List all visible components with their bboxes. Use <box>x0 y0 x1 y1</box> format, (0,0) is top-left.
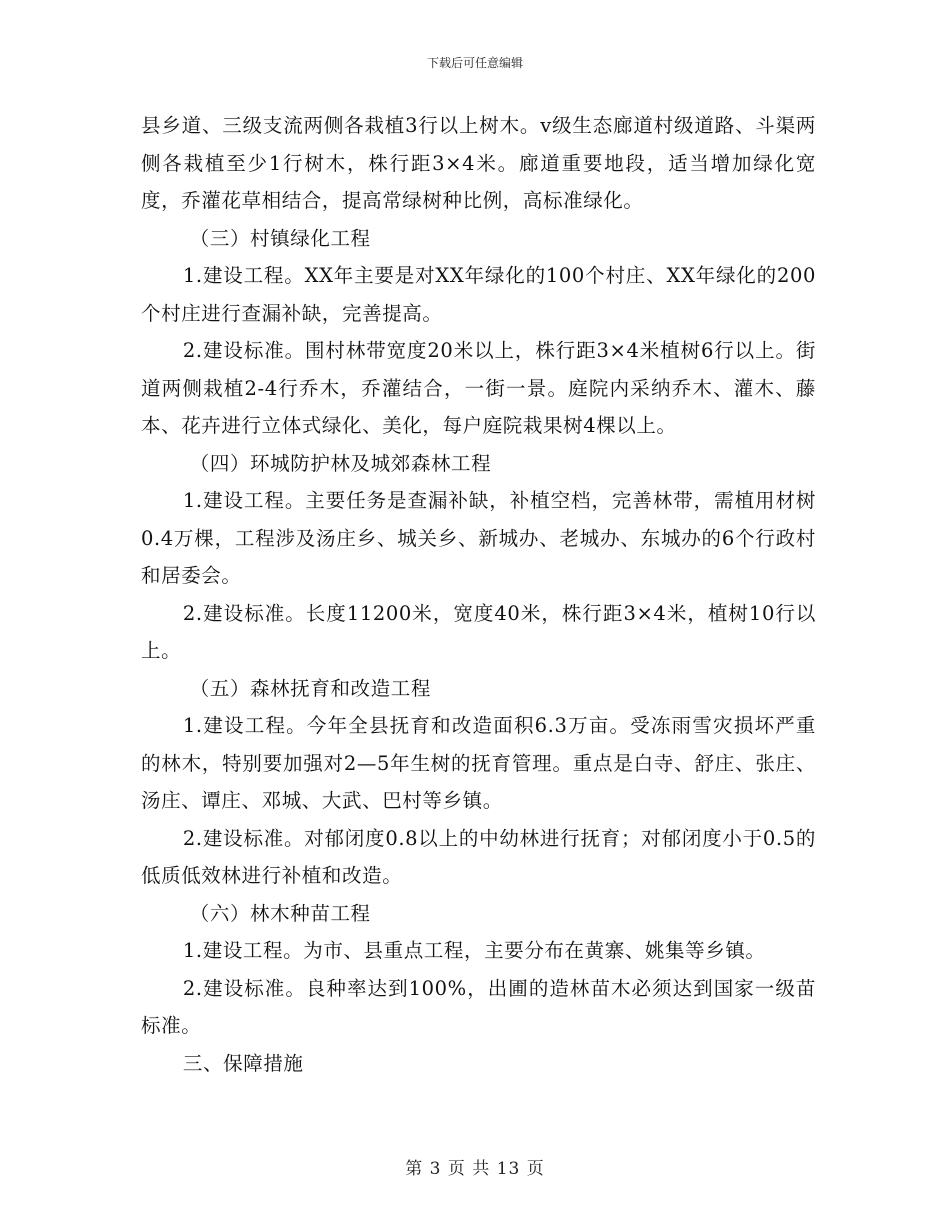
paragraph-item: 1.建设工程。XX年主要是对XX年绿化的100个村庄、XX年绿化的200个村庄进行查漏补缺，完善提高。 <box>141 264 816 325</box>
page-footer: 第 3 页 共 13 页 <box>405 1159 545 1179</box>
paragraph-item: 2.建设标准。长度11200米，宽度40米，株行距3×4米，植树10行以上。 <box>141 601 816 662</box>
section-heading-city-protection-forest: （四）环城防护林及城郊森林工程 <box>189 451 492 475</box>
page-header: 下载后可任意编辑 <box>426 56 523 70</box>
document-body <box>141 107 816 1082</box>
paragraph-continuation: 县乡道、三级支流两侧各栽植3行以上树木。v级生态廊道村级道路、斗渠两侧各栽植至少1行树木，株行距3×4米。廊道重要地段，适当增加绿化宽度，乔灌花草相结合，提高常绿树种比例，高标准绿化。 <box>141 114 816 212</box>
paragraph-item: 2.建设标准。良种率达到100%，出圃的造林苗木必须达到国家一级苗标准。 <box>141 976 816 1037</box>
section-heading-village-greening: （三）村镇绿化工程 <box>189 226 371 250</box>
section-heading-seedling: （六）林木种苗工程 <box>189 901 371 925</box>
section-heading-safeguards: 三、保障措施 <box>182 1051 304 1075</box>
paragraph-item: 2.建设标准。对郁闭度0.8以上的中幼林进行抚育；对郁闭度小于0.5的低质低效林进行补植和改造。 <box>141 826 816 887</box>
paragraph-item: 1.建设工程。为市、县重点工程，主要分布在黄寨、姚集等乡镇。 <box>182 939 766 962</box>
section-heading-forest-tending: （五）森林抚育和改造工程 <box>189 676 431 700</box>
paragraph-item: 2.建设标准。围村林带宽度20米以上，株行距3×4米植树6行以上。街道两侧栽植2-4行乔木，乔灌结合，一街一景。庭院内采纳乔木、灌木、藤本、花卉进行立体式绿化、美化，每户庭院栽果树4棵以上。 <box>141 339 816 437</box>
paragraph-item: 1.建设工程。今年全县抚育和改造面积6.3万亩。受冻雨雪灾损坏严重的林木，特别要加强对2—5年生树的抚育管理。重点是白寺、舒庄、张庄、汤庄、谭庄、邓城、大武、巴村等乡镇。 <box>141 714 816 812</box>
paragraph-item: 1.建设工程。主要任务是查漏补缺，补植空档，完善林带，需植用材树0.4万棵，工程涉及汤庄乡、城关乡、新城办、老城办、东城办的6个行政村和居委会。 <box>141 489 816 587</box>
